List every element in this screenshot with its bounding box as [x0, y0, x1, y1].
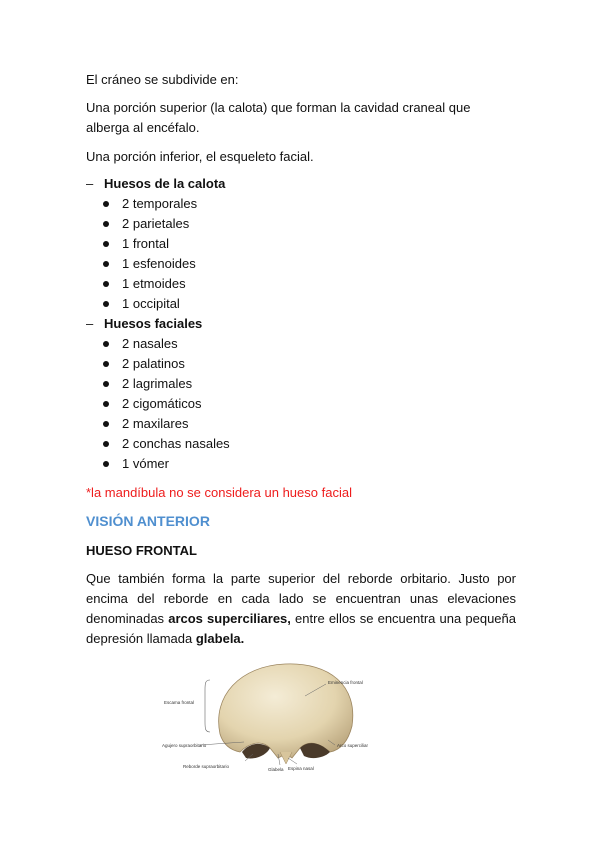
section-heading: VISIÓN ANTERIOR: [86, 513, 210, 529]
label-agujero: Agujero supraorbitario: [162, 743, 207, 748]
body-paragraph: Que también forma la parte superior del reborde orbitario. Justo por encima del reborde en cada lado se encuentran unas elevaciones denominadas arcos superciliares, entre ellos se encuentra una pequeña depresión llamada glabela.: [86, 571, 517, 646]
list-item: 1 esfenoides: [102, 254, 197, 274]
list-item: 2 conchas nasales: [102, 434, 230, 454]
bullet-icon: [103, 241, 109, 247]
dash-marker: –: [86, 176, 94, 191]
list-item: 2 palatinos: [102, 354, 230, 374]
list-item: 2 temporales: [102, 194, 197, 214]
label-eminencia: Eminencia frontal: [328, 680, 363, 685]
frontal-bone-shape: [219, 664, 353, 758]
subheading: HUESO FRONTAL: [86, 543, 197, 558]
nasal-spine-shape: [280, 752, 292, 764]
intro-line-1: El cráneo se subdivide en:: [86, 72, 239, 87]
bullet-icon: [103, 201, 109, 207]
intro-line-3: Una porción inferior, el esqueleto facial.: [86, 149, 314, 164]
list-item: 2 nasales: [102, 334, 230, 354]
calota-heading: [86, 174, 225, 194]
label-reborde: Reborde supraorbitario: [183, 764, 230, 769]
list-item: 2 cigomáticos: [102, 394, 230, 414]
escama-bracket: [205, 680, 210, 732]
list-item: 1 vómer: [102, 454, 230, 474]
bullet-icon: [103, 301, 109, 307]
frontal-bone-figure: [150, 656, 400, 776]
bold-term-glabela: glabela.: [195, 631, 245, 646]
leader-line: [288, 758, 297, 764]
list-item: 2 parietales: [102, 214, 197, 234]
bold-term-arcos: arcos superciliares,: [168, 611, 291, 626]
bullet-icon: [103, 381, 109, 387]
list-item: 2 maxilares: [102, 414, 230, 434]
faciales-title: Huesos faciales: [104, 316, 203, 331]
bullet-icon: [103, 421, 109, 427]
calota-list: [102, 194, 197, 314]
bullet-icon: [103, 261, 109, 267]
label-espina: Espina nasal: [288, 766, 314, 771]
faciales-list: [102, 334, 230, 474]
label-glabela: Glabela: [268, 767, 284, 772]
label-escama: Escama frontal: [164, 700, 195, 705]
dash-marker: –: [86, 316, 94, 331]
note-text: *la mandíbula no se considera un hueso facial: [86, 485, 352, 500]
calota-title: Huesos de la calota: [104, 176, 226, 191]
list-item: 1 frontal: [102, 234, 197, 254]
faciales-heading: [86, 314, 202, 334]
list-item: 1 occipital: [102, 294, 197, 314]
intro-line-2: Una porción superior (la calota) que forman la cavidad craneal que alberga al encéfalo.: [86, 100, 471, 135]
bullet-icon: [103, 461, 109, 467]
list-item: 2 lagrimales: [102, 374, 230, 394]
bullet-icon: [103, 441, 109, 447]
bullet-icon: [103, 361, 109, 367]
bullet-icon: [103, 281, 109, 287]
bullet-icon: [103, 401, 109, 407]
list-item: 1 etmoides: [102, 274, 197, 294]
bullet-icon: [103, 341, 109, 347]
frontal-bone-illustration: [150, 656, 400, 776]
label-arco: Arco superciliar: [337, 743, 369, 748]
bullet-icon: [103, 221, 109, 227]
